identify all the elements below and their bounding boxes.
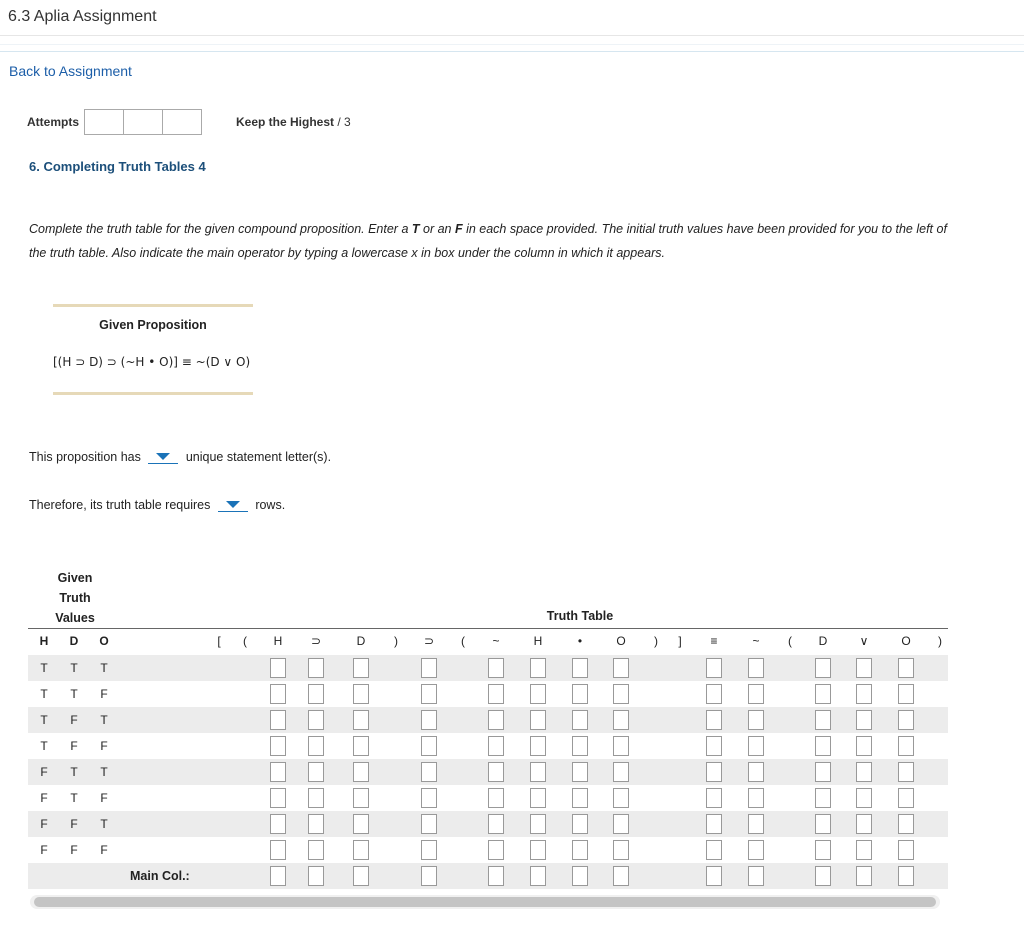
attempts-max: / 3: [334, 115, 351, 129]
truth-input[interactable]: [572, 788, 588, 808]
formula-header-15: ~: [752, 634, 760, 648]
main-col-input[interactable]: [270, 866, 286, 886]
truth-input[interactable]: [748, 762, 764, 782]
truth-input[interactable]: [488, 762, 504, 782]
truth-input[interactable]: [353, 788, 369, 808]
truth-input[interactable]: [572, 710, 588, 730]
main-col-input[interactable]: [421, 866, 437, 886]
main-col-input[interactable]: [856, 866, 872, 886]
truth-input[interactable]: [748, 788, 764, 808]
truth-input[interactable]: [815, 762, 831, 782]
truth-input[interactable]: [613, 658, 629, 678]
truth-input[interactable]: [488, 684, 504, 704]
given-value: F: [100, 843, 108, 857]
given-formula: [(H ⊃ D) ⊃ (~H • O)] ≡ ~(D ∨ O): [53, 355, 251, 369]
main-col-input[interactable]: [706, 866, 722, 886]
truth-input[interactable]: [530, 684, 546, 704]
truth-input[interactable]: [488, 814, 504, 834]
truth-input[interactable]: [898, 814, 914, 834]
formula-header-5: ): [394, 634, 398, 648]
truth-input[interactable]: [488, 736, 504, 756]
truth-input[interactable]: [308, 684, 324, 704]
proposition-top-rule: [53, 304, 253, 307]
truth-input[interactable]: [353, 840, 369, 860]
truth-input[interactable]: [898, 762, 914, 782]
formula-header-14: ≡: [710, 634, 718, 648]
given-value: F: [70, 817, 78, 831]
truth-input[interactable]: [270, 840, 286, 860]
truth-input[interactable]: [815, 736, 831, 756]
given-value: T: [100, 765, 108, 779]
truth-input[interactable]: [308, 762, 324, 782]
truth-input[interactable]: [815, 710, 831, 730]
formula-header-0: [: [217, 634, 221, 648]
attempt-box: [162, 109, 202, 135]
attempts-label: Attempts: [27, 115, 80, 129]
truth-input[interactable]: [270, 788, 286, 808]
truth-input[interactable]: [308, 814, 324, 834]
truth-input[interactable]: [706, 684, 722, 704]
main-col-input[interactable]: [572, 866, 588, 886]
given-value: T: [40, 739, 48, 753]
truth-input[interactable]: [898, 840, 914, 860]
given-value: F: [100, 687, 108, 701]
truth-input[interactable]: [353, 658, 369, 678]
truth-input[interactable]: [748, 814, 764, 834]
truth-input[interactable]: [856, 814, 872, 834]
truth-input[interactable]: [421, 814, 437, 834]
truth-input[interactable]: [856, 762, 872, 782]
truth-input[interactable]: [898, 788, 914, 808]
formula-header-18: ∨: [859, 634, 869, 648]
truth-input[interactable]: [530, 736, 546, 756]
truth-input[interactable]: [572, 736, 588, 756]
truth-input[interactable]: [815, 814, 831, 834]
truth-input[interactable]: [421, 736, 437, 756]
truth-input[interactable]: [572, 762, 588, 782]
given-truth-values-label: [52, 568, 98, 628]
truth-input[interactable]: [748, 710, 764, 730]
truth-input[interactable]: [706, 736, 722, 756]
given-value: T: [100, 713, 108, 727]
given-value: F: [70, 843, 78, 857]
formula-header-7: (: [461, 634, 465, 648]
f-letter: F: [454, 222, 463, 236]
truth-input[interactable]: [856, 736, 872, 756]
truth-input[interactable]: [706, 658, 722, 678]
given-value: F: [40, 791, 48, 805]
divider: [0, 44, 1024, 45]
truth-input[interactable]: [353, 710, 369, 730]
rows-count-dropdown[interactable]: [218, 497, 248, 512]
main-col-label: Main Col.:: [130, 869, 190, 883]
truth-input[interactable]: [898, 736, 914, 756]
truth-input[interactable]: [613, 840, 629, 860]
given-value: F: [70, 739, 78, 753]
proposition-bottom-rule: [53, 392, 253, 395]
truth-input[interactable]: [308, 840, 324, 860]
truth-input[interactable]: [856, 840, 872, 860]
truth-input[interactable]: [748, 684, 764, 704]
given-label-line: Truth: [59, 591, 91, 605]
given-value: T: [70, 687, 78, 701]
main-col-input[interactable]: [898, 866, 914, 886]
letters-suffix: unique statement letter(s).: [185, 450, 332, 464]
main-col-input[interactable]: [613, 866, 629, 886]
formula-header-1: (: [243, 634, 247, 648]
truth-input[interactable]: [613, 710, 629, 730]
truth-table-label: Truth Table: [546, 609, 614, 623]
truth-input[interactable]: [530, 762, 546, 782]
back-to-assignment-link[interactable]: Back to Assignment: [9, 63, 132, 79]
formula-header-16: (: [788, 634, 792, 648]
truth-input[interactable]: [898, 710, 914, 730]
t-letter: T: [411, 222, 420, 236]
rows-question: [29, 497, 285, 512]
given-value: F: [40, 817, 48, 831]
keep-highest-text: Keep the Highest: [236, 115, 335, 129]
truth-input[interactable]: [815, 684, 831, 704]
main-col-input[interactable]: [530, 866, 546, 886]
given-header-1: D: [69, 634, 79, 648]
main-col-input[interactable]: [815, 866, 831, 886]
formula-header-17: D: [818, 634, 828, 648]
truth-input[interactable]: [572, 658, 588, 678]
formula-header-2: H: [273, 634, 283, 648]
truth-input[interactable]: [815, 840, 831, 860]
truth-input[interactable]: [748, 658, 764, 678]
given-value: T: [40, 713, 48, 727]
truth-input[interactable]: [308, 658, 324, 678]
truth-input[interactable]: [856, 788, 872, 808]
instructions-part: or an: [419, 222, 455, 236]
page-title: 6.3 Aplia Assignment: [8, 8, 157, 25]
truth-input[interactable]: [530, 840, 546, 860]
given-value: F: [100, 791, 108, 805]
truth-input[interactable]: [898, 684, 914, 704]
truth-input[interactable]: [613, 736, 629, 756]
given-value: T: [40, 687, 48, 701]
truth-input[interactable]: [270, 710, 286, 730]
truth-input[interactable]: [530, 658, 546, 678]
truth-input[interactable]: [421, 684, 437, 704]
truth-input[interactable]: [706, 840, 722, 860]
instructions: [29, 217, 959, 265]
truth-input[interactable]: [706, 814, 722, 834]
attempt-box: [84, 109, 124, 135]
formula-header-4: D: [356, 634, 366, 648]
truth-input[interactable]: [748, 840, 764, 860]
given-label-line: Values: [55, 611, 95, 625]
main-col-input[interactable]: [488, 866, 504, 886]
truth-input[interactable]: [706, 788, 722, 808]
truth-input[interactable]: [270, 814, 286, 834]
truth-input[interactable]: [748, 736, 764, 756]
truth-input[interactable]: [613, 762, 629, 782]
header-divider: [28, 628, 948, 629]
truth-input[interactable]: [613, 684, 629, 704]
truth-input[interactable]: [270, 658, 286, 678]
truth-input[interactable]: [706, 710, 722, 730]
truth-input[interactable]: [530, 710, 546, 730]
letters-count-dropdown[interactable]: [148, 449, 178, 464]
truth-input[interactable]: [815, 658, 831, 678]
formula-header-19: O: [901, 634, 911, 648]
attempt-box: [123, 109, 163, 135]
truth-input[interactable]: [613, 814, 629, 834]
truth-input[interactable]: [856, 710, 872, 730]
truth-input[interactable]: [421, 710, 437, 730]
truth-input[interactable]: [308, 736, 324, 756]
given-value: T: [100, 661, 108, 675]
truth-input[interactable]: [572, 814, 588, 834]
given-value: T: [70, 791, 78, 805]
truth-input[interactable]: [572, 684, 588, 704]
question-title: 6. Completing Truth Tables 4: [29, 159, 206, 174]
truth-input[interactable]: [421, 658, 437, 678]
truth-input[interactable]: [488, 840, 504, 860]
instructions-part: in each space provided. The initial truth values have been provided for you to the left of the truth table. Also indicate the main operator by typing a lowercase x in box under the column in which it appears.: [29, 222, 947, 260]
formula-header-3: ⊃: [310, 634, 322, 648]
divider: [0, 35, 1024, 36]
truth-input[interactable]: [856, 684, 872, 704]
truth-input[interactable]: [613, 788, 629, 808]
truth-input[interactable]: [488, 658, 504, 678]
formula-header-8: ~: [492, 634, 500, 648]
truth-input[interactable]: [898, 658, 914, 678]
given-proposition-title: Given Proposition: [99, 318, 207, 332]
main-col-input[interactable]: [353, 866, 369, 886]
truth-input[interactable]: [353, 736, 369, 756]
given-value: F: [40, 843, 48, 857]
truth-input[interactable]: [856, 658, 872, 678]
truth-input[interactable]: [353, 684, 369, 704]
given-value: T: [40, 661, 48, 675]
truth-input[interactable]: [815, 788, 831, 808]
formula-header-10: •: [577, 634, 583, 648]
given-value: T: [70, 661, 78, 675]
truth-input[interactable]: [353, 762, 369, 782]
truth-input[interactable]: [421, 762, 437, 782]
scrollbar-thumb[interactable]: [34, 897, 936, 907]
formula-header-6: ⊃: [423, 634, 435, 648]
formula-header-20: ): [938, 634, 942, 648]
given-value: F: [70, 713, 78, 727]
truth-input[interactable]: [530, 814, 546, 834]
rows-prefix: Therefore, its truth table requires: [29, 498, 211, 512]
letters-question: [29, 449, 331, 464]
given-header-2: O: [99, 634, 109, 648]
truth-input[interactable]: [308, 788, 324, 808]
truth-input[interactable]: [706, 762, 722, 782]
main-col-input[interactable]: [748, 866, 764, 886]
main-col-input[interactable]: [308, 866, 324, 886]
given-value: T: [100, 817, 108, 831]
given-header-0: H: [39, 634, 49, 648]
formula-header-13: ]: [678, 634, 682, 648]
truth-input[interactable]: [270, 736, 286, 756]
truth-input[interactable]: [530, 788, 546, 808]
keep-highest-label: [236, 115, 351, 129]
instructions-part: Complete the truth table for the given compound proposition. Enter a: [29, 222, 412, 236]
truth-input[interactable]: [488, 788, 504, 808]
divider: [0, 51, 1024, 52]
formula-header-12: ): [654, 634, 658, 648]
given-value: F: [40, 765, 48, 779]
given-value: F: [100, 739, 108, 753]
truth-input[interactable]: [353, 814, 369, 834]
truth-input[interactable]: [572, 840, 588, 860]
formula-header-11: O: [616, 634, 626, 648]
truth-input[interactable]: [308, 710, 324, 730]
given-value: T: [70, 765, 78, 779]
truth-input[interactable]: [421, 840, 437, 860]
given-label-line: Given: [57, 571, 93, 585]
truth-input[interactable]: [421, 788, 437, 808]
formula-header-9: H: [533, 634, 543, 648]
letters-prefix: This proposition has: [29, 450, 141, 464]
truth-input[interactable]: [488, 710, 504, 730]
rows-suffix: rows.: [255, 498, 286, 512]
truth-input[interactable]: [270, 684, 286, 704]
truth-input[interactable]: [270, 762, 286, 782]
